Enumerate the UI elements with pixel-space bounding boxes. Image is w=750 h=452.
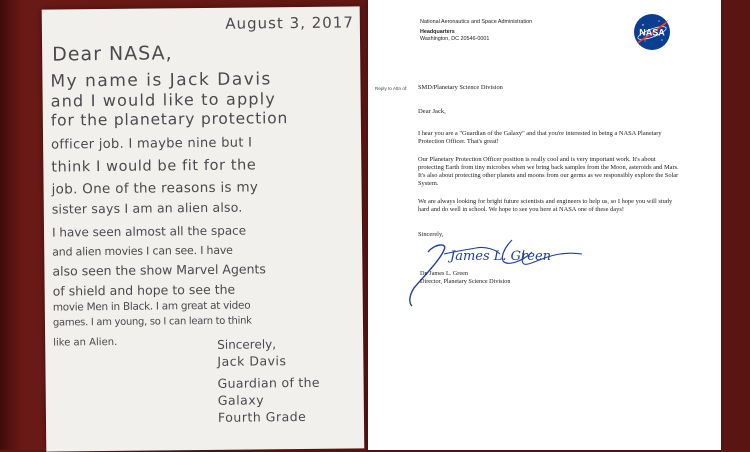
- letter-line: games. I am young, so I can learn to think: [52, 315, 252, 329]
- letter-line: sister says I am an alien also.: [51, 199, 243, 217]
- reply-attn-label: Reply to Attn of:: [375, 86, 408, 91]
- reply-sign-off: Sincerely,: [418, 231, 444, 238]
- letter-date: August 3, 2017: [225, 13, 354, 33]
- letter-line: also seen the show Marvel Agents: [52, 261, 266, 279]
- closing-line: Galaxy: [217, 392, 265, 408]
- closing-line: Sincerely,: [217, 337, 277, 352]
- nasa-reply-letter: [368, 0, 721, 450]
- reply-paragraph: We are always looking for bright future scientists and engineers to help us, so I hope you will study hard and do well in school. We hope to see you here at NASA one of these days!: [418, 198, 673, 214]
- letter-line: and I would like to apply: [50, 89, 277, 111]
- logo-text: NASA: [639, 27, 665, 38]
- letter-line: officer job. I maybe nine but I: [51, 135, 253, 153]
- letter-line: job. One of the reasons is my: [51, 179, 259, 198]
- signature-text: James L. Green: [450, 249, 552, 264]
- signer-name: Dr. James L. Green: [420, 270, 468, 277]
- signer-block: [420, 270, 510, 286]
- letter-line: I have seen almost all the space: [51, 223, 247, 240]
- agency-address: Washington, DC 20546-0001: [420, 36, 490, 42]
- letter-line: for the planetary protection: [50, 109, 289, 130]
- letter-line: of shield and hope to see the: [52, 281, 236, 299]
- reply-salutation: Dear Jack,: [418, 108, 446, 115]
- letter-line: like an Alien.: [53, 336, 118, 349]
- closing-line: Guardian of the: [217, 374, 320, 391]
- letterhead: [420, 19, 532, 43]
- letter-line: think I would be fit for the: [51, 157, 257, 176]
- letter-line: My name is Jack Davis: [50, 69, 272, 92]
- letter-body: [50, 68, 363, 355]
- nasa-meatball-logo: [632, 12, 672, 52]
- closing-line: Fourth Grade: [217, 408, 307, 425]
- letter-closing: [217, 337, 320, 427]
- letter-line: and alien movies I can see. I have: [52, 243, 233, 259]
- letter-line: movie Men in Black. I am great at video: [52, 299, 251, 314]
- closing-line: Jack Davis: [217, 353, 287, 369]
- headquarters-label: Headquarters: [420, 29, 455, 35]
- agency-name: National Aeronautics and Space Administration: [420, 19, 533, 25]
- letter-salutation: Dear NASA,: [52, 42, 173, 66]
- reply-paragraph: Our Planetary Protection Officer position is really cool and is very important work. It's about protecting Earth from tiny microbes when we bring back samples from the Moon, asteroids and Mars. It's also about protecting other planets and moons from our germs as we responsibly explore the Solar System.: [418, 156, 679, 188]
- reply-paragraph: I hear you are a "Guardian of the Galaxy" and that you're interested in being a NASA Planetary Protection Officer. That's great!: [418, 130, 662, 146]
- department-line: SMD/Planetary Science Division: [418, 84, 503, 91]
- handwritten-letter: [42, 6, 365, 451]
- signer-title: Director, Planetary Science Division: [420, 278, 511, 285]
